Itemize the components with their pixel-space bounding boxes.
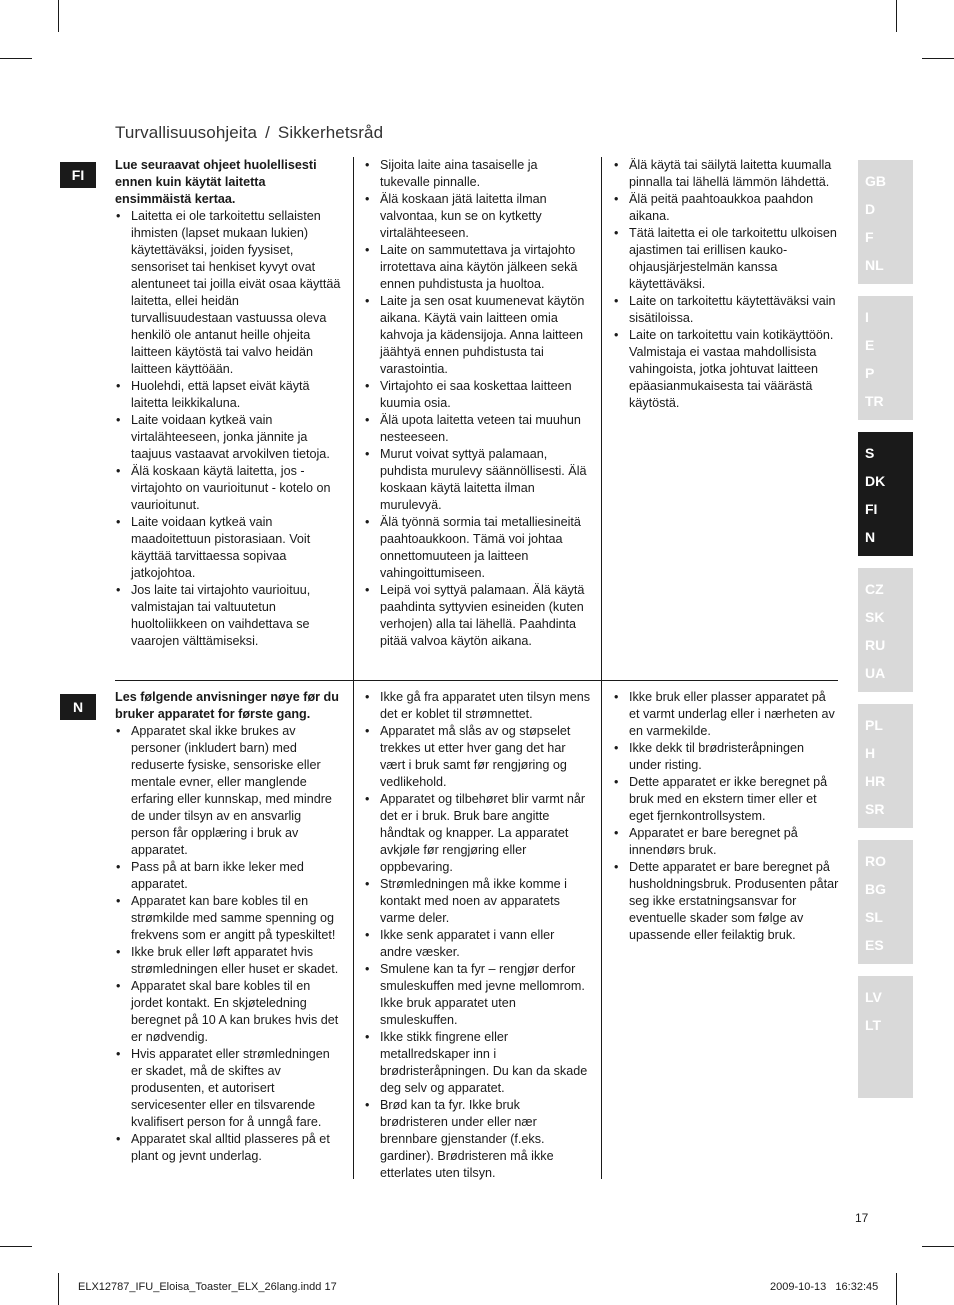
list-item: • Laite voidaan kytkeä vain maadoitettuun pistorasiaan. Voit käyttää tarvittaessa sopivaa jatkojohtoa. — [115, 514, 341, 582]
language-tab-group-6[interactable] — [858, 840, 913, 964]
no-list-2 — [364, 689, 590, 1182]
list-item: • Älä työnnä sormia tai metalliesineitä paahtoaukkoon. Tämä voi johtaa onnettomuuteen ja laitteen vahingoittumiseen. — [364, 514, 590, 582]
language-tab-hr[interactable]: HR — [865, 773, 886, 789]
language-tab-d[interactable]: D — [865, 201, 876, 217]
crop-mark — [0, 58, 32, 59]
fi-column-3 — [613, 157, 839, 412]
language-tab-n[interactable]: N — [865, 529, 876, 545]
list-item: • Apparatet må slås av og støpselet trekkes ut etter hver gang det har vært i bruk samt før rengjøring og vedlikehold. — [364, 723, 590, 791]
crop-mark — [896, 0, 897, 32]
fi-list-1 — [115, 208, 341, 650]
list-item: • Apparatet skal alltid plasseres på et plant og jevnt underlag. — [115, 1131, 341, 1165]
fi-intro: Lue seuraavat ohjeet huolellisesti ennen kuin käytät laitetta ensimmäistä kertaa. — [115, 158, 317, 206]
language-tab-f[interactable]: F — [865, 229, 874, 245]
no-column-1 — [115, 689, 341, 1165]
language-tab-ua[interactable]: UA — [865, 665, 886, 681]
title-finnish: Turvallisuusohjeita — [115, 123, 258, 142]
list-item: • Pass på at barn ikke leker med apparatet. — [115, 859, 341, 893]
language-tab-sr[interactable]: SR — [865, 801, 885, 817]
language-tab-ru[interactable]: RU — [865, 637, 886, 653]
fi-column-1 — [115, 157, 341, 650]
crop-mark — [58, 0, 59, 32]
language-tab-i[interactable]: I — [865, 309, 869, 325]
crop-mark — [58, 1273, 59, 1305]
language-tab-cz[interactable]: CZ — [865, 581, 884, 597]
crop-mark — [896, 1273, 897, 1305]
language-tab-pl[interactable]: PL — [865, 717, 883, 733]
list-item: • Apparatet kan bare kobles til en strømkilde med samme spenning og frekvens som er angitt på typeskiltet! — [115, 893, 341, 944]
title-separator: / — [265, 123, 270, 142]
column-divider — [601, 681, 602, 1179]
language-tab-es[interactable]: ES — [865, 937, 884, 953]
list-item: • Ikke stikk fingrene eller metallredskaper inn i brødristeråpningen. Du kan da skade deg selv og apparatet. — [364, 1029, 590, 1097]
list-item: • Älä peitä paahtoaukkoa paahdon aikana. — [613, 191, 839, 225]
language-tab-lv[interactable]: LV — [865, 989, 882, 1005]
language-tab-dk[interactable]: DK — [865, 473, 886, 489]
language-tab-group-7[interactable] — [858, 976, 913, 1098]
no-list-3 — [613, 689, 839, 944]
list-item: • Ikke senk apparatet i vann eller andre væsker. — [364, 927, 590, 961]
language-tab-s[interactable]: S — [865, 445, 875, 461]
list-item: • Dette apparatet er bare beregnet på husholdningsbruk. Produsenten påtar seg ikke erstatningsansvar for eventuelle skader som følge av upassende eller feilaktig bruk. — [613, 859, 839, 944]
section-divider — [115, 680, 838, 681]
language-tab-gb[interactable]: GB — [865, 173, 886, 189]
language-tab-lt[interactable]: LT — [865, 1017, 882, 1033]
fi-list-3 — [613, 157, 839, 412]
crop-mark — [0, 1246, 32, 1247]
list-item: • Strømledningen må ikke komme i kontakt med noen av apparatets varme deler. — [364, 876, 590, 927]
language-tab-group-4[interactable] — [858, 568, 913, 692]
list-item: • Dette apparatet er ikke beregnet på bruk med en ekstern timer eller et eget fjernkontrollsystem. — [613, 774, 839, 825]
list-item: • Brød kan ta fyr. Ikke bruk brødristeren under eller nær brennbare gjenstander (f.eks. gardiner). Brødristeren må ikke etterlates uten tilsyn. — [364, 1097, 590, 1182]
list-item: • Älä upota laitetta veteen tai muuhun nesteeseen. — [364, 412, 590, 446]
title-norwegian: Sikkerhetsråd — [277, 123, 384, 142]
language-tab-p[interactable]: P — [865, 365, 875, 381]
language-tab-group-3-active[interactable] — [858, 432, 913, 556]
language-tab-group-1[interactable] — [858, 160, 913, 284]
list-item: • Sijoita laite aina tasaiselle ja tukevalle pinnalle. — [364, 157, 590, 191]
footer-filename: ELX12787_IFU_Eloisa_Toaster_ELX_26lang.indd 17 — [78, 1281, 337, 1293]
language-tab-fi[interactable]: FI — [865, 501, 878, 517]
page-title — [115, 123, 383, 143]
list-item: • Virtajohto ei saa koskettaa laitteen kuumia osia. — [364, 378, 590, 412]
no-list-1 — [115, 723, 341, 1165]
list-item: • Hvis apparatet eller strømledningen er skadet, må de skiftes av produsenten, et autorisert servicesenter eller en tilsvarende kvalifisert person for å unngå fare. — [115, 1046, 341, 1131]
language-tab-e[interactable]: E — [865, 337, 875, 353]
no-intro: Les følgende anvisninger nøye før du bruker apparatet for første gang. — [115, 690, 339, 721]
list-item: • Ikke bruk eller løft apparatet hvis strømledningen eller huset er skadet. — [115, 944, 341, 978]
no-column-2 — [364, 689, 590, 1182]
column-divider — [353, 681, 354, 1179]
list-item: • Apparatet skal ikke brukes av personer (inkludert barn) med reduserte fysiske, sensoriske eller mentale evner, eller manglende erfaring eller kunnskap, med mindre de under tilsyn av en ansvarlig person får opplæring i bruk av apparatet. — [115, 723, 341, 859]
list-item: • Ikke gå fra apparatet uten tilsyn mens det er koblet til strømnettet. — [364, 689, 590, 723]
list-item: • Jos laite tai virtajohto vaurioituu, valmistajan tai valtuutetun huoltoliikkeen on vaihdettava se vaarojen välttämiseksi. — [115, 582, 341, 650]
footer-timestamp: 2009-10-13 16:32:45 — [770, 1281, 879, 1293]
list-item: • Laitetta ei ole tarkoitettu sellaisten ihmisten (lapset mukaan lukien) käytettäväksi, joiden fyysiset, sensoriset tai henkiset kyvyt ovat alentuneet tai joilla eivät osaa käyttää laitetta, ellei heidän turvallisuudestaan vastuussa oleva henkilö ole antanut heille ohjeita laitteen käytöstä tai valvo heidän laitteen käyttöään. — [115, 208, 341, 378]
list-item: • Laite on tarkoitettu käytettäväksi vain sisätiloissa. — [613, 293, 839, 327]
column-divider — [353, 157, 354, 681]
language-tab-h[interactable]: H — [865, 745, 876, 761]
crop-mark — [922, 58, 954, 59]
language-tab-sk[interactable]: SK — [865, 609, 885, 625]
fi-list-2 — [364, 157, 590, 650]
list-item: • Ikke bruk eller plasser apparatet på et varmt underlag eller i nærheten av en varmekilde. — [613, 689, 839, 740]
language-tab-group-5[interactable] — [858, 704, 913, 828]
section-badge-fi: FI — [60, 162, 96, 188]
list-item: • Älä käytä tai säilytä laitetta kuumalla pinnalla tai lähellä lämmön lähdettä. — [613, 157, 839, 191]
list-item: • Apparatet er bare beregnet på innendørs bruk. — [613, 825, 839, 859]
language-tab-bg[interactable]: BG — [865, 881, 886, 897]
language-tab-ro[interactable]: RO — [865, 853, 886, 869]
language-tab-tr[interactable]: TR — [865, 393, 884, 409]
no-column-3 — [613, 689, 839, 944]
list-item: • Murut voivat syttyä palamaan, puhdista murulevy säännöllisesti. Älä koskaan käytä laitetta ilman murulevyä. — [364, 446, 590, 514]
list-item: • Laite on sammutettava ja virtajohto irrotettava aina käytön jälkeen sekä ennen puhdistusta ja huoltoa. — [364, 242, 590, 293]
page-number: 17 — [855, 1211, 869, 1225]
list-item: • Laite voidaan kytkeä vain virtalähteeseen, jonka jännite ja taajuus vastaavat arvokilven tietoja. — [115, 412, 341, 463]
fi-column-2 — [364, 157, 590, 650]
list-item: • Apparatet og tilbehøret blir varmt når det er i bruk. Bruk bare angitte håndtak og knapper. La apparatet avkjøle før rengjøring eller oppbevaring. — [364, 791, 590, 876]
list-item: • Smulene kan ta fyr – rengjør derfor smuleskuffen med jevne mellomrom. Ikke bruk apparatet uten smuleskuffen. — [364, 961, 590, 1029]
list-item: • Ikke dekk til brødristeråpningen under risting. — [613, 740, 839, 774]
list-item: • Huolehdi, että lapset eivät käytä laitetta leikkikaluna. — [115, 378, 341, 412]
list-item: • Leipä voi syttyä palamaan. Älä käytä paahdinta syttyvien esineiden (kuten verhojen) alla tai lähellä. Paahdinta pitää valvoa käytön aikana. — [364, 582, 590, 650]
list-item: • Laite on tarkoitettu vain kotikäyttöön. Valmistaja ei vastaa mahdollisista vahingoista, jotka johtuvat laitteen epäasianmukaisesta tai väärästä käytöstä. — [613, 327, 839, 412]
column-divider — [601, 157, 602, 681]
list-item: • Älä koskaan jätä laitetta ilman valvontaa, kun se on kytketty virtalähteeseen. — [364, 191, 590, 242]
list-item: • Laite ja sen osat kuumenevat käytön aikana. Käytä vain laitteen omia kahvoja ja kädensijoja. Anna laitteen jäähtyä ennen puhdistusta tai varastointia. — [364, 293, 590, 378]
language-tab-nl[interactable]: NL — [865, 257, 884, 273]
language-tab-group-2[interactable] — [858, 296, 913, 420]
crop-mark — [922, 1246, 954, 1247]
section-badge-no: N — [60, 694, 96, 720]
list-item: • Tätä laitetta ei ole tarkoitettu ulkoisen ajastimen tai erillisen kauko-ohjausjärjestelmän kanssa käytettäväksi. — [613, 225, 839, 293]
list-item: • Älä koskaan käytä laitetta, jos - virtajohto on vaurioitunut - kotelo on vaurioitunut. — [115, 463, 341, 514]
list-item: • Apparatet skal bare kobles til en jordet kontakt. En skjøteledning beregnet på 10 A kan brukes hvis det er nødvendig. — [115, 978, 341, 1046]
language-tab-sl[interactable]: SL — [865, 909, 883, 925]
